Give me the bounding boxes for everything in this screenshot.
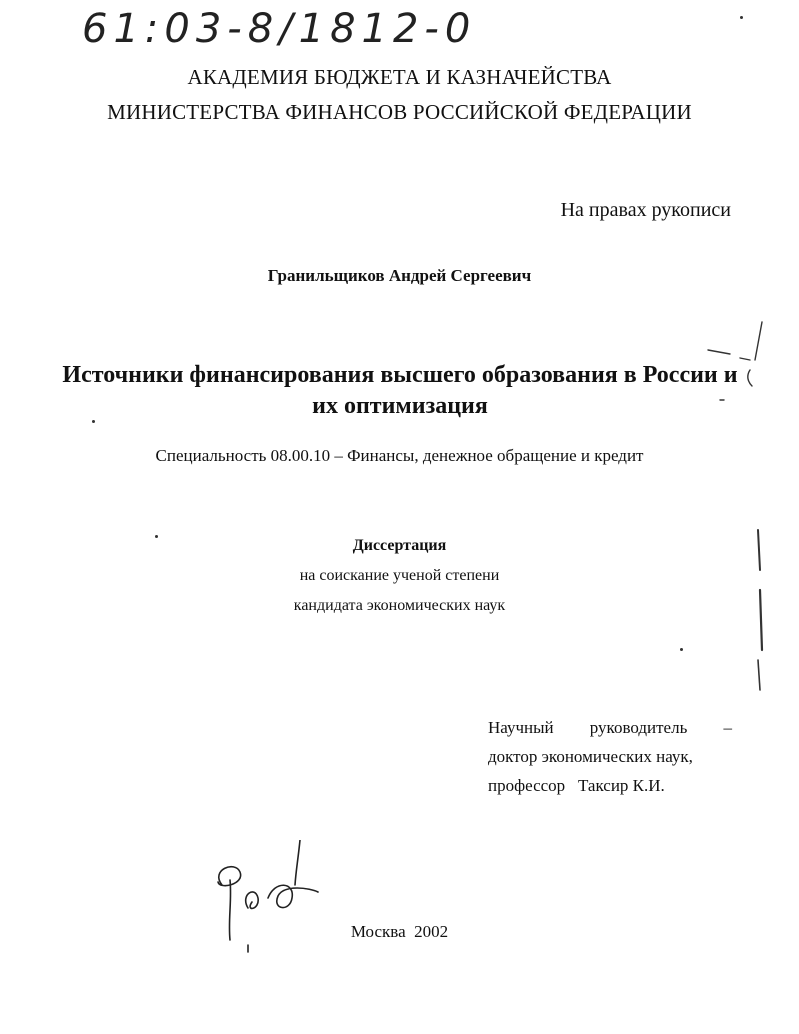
scan-speck	[680, 648, 683, 651]
scan-speck	[155, 535, 158, 538]
archive-code-handwritten	[82, 2, 502, 52]
scan-margin-marks	[700, 320, 790, 700]
city: Москва	[350, 922, 406, 941]
signature	[200, 840, 330, 955]
archive-code-text: 61:03-8/1812-0	[82, 6, 477, 52]
advisor-position-name	[488, 771, 732, 800]
advisor-degree: доктор экономических наук,	[488, 747, 693, 766]
advisor-role	[488, 713, 732, 742]
year: 2002	[414, 922, 449, 941]
degree-type: Диссертация	[352, 537, 447, 554]
degree-for: на соискание ученой степени	[299, 567, 500, 584]
scan-speck	[92, 420, 95, 423]
institution-line-2: МИНИСТЕРСТВА ФИНАНСОВ РОССИЙСКОЙ ФЕДЕРАЦИИ	[107, 100, 692, 124]
specialty-line: Специальность 08.00.10 – Финансы, денежное обращение и кредит	[155, 446, 644, 465]
rights-note: На правах рукописи	[560, 199, 731, 221]
advisor-role-dash: –	[723, 718, 732, 737]
advisor-role-word1: Научный	[488, 718, 554, 737]
advisor-position: профессор	[488, 776, 566, 795]
scan-speck	[740, 16, 743, 19]
author-name: Гранильщиков Андрей Сергеевич	[267, 266, 532, 285]
institution-line-1: АКАДЕМИЯ БЮДЖЕТА И КАЗНАЧЕЙСТВА	[187, 65, 612, 89]
advisor-name: Таксир К.И.	[577, 776, 665, 795]
place-year	[0, 922, 799, 942]
dissertation-title: Источники финансирования высшего образования в России и их оптимизация	[62, 362, 738, 419]
degree-field: кандидата экономических наук	[293, 597, 506, 614]
advisor-role-word2: руководитель	[589, 718, 688, 737]
